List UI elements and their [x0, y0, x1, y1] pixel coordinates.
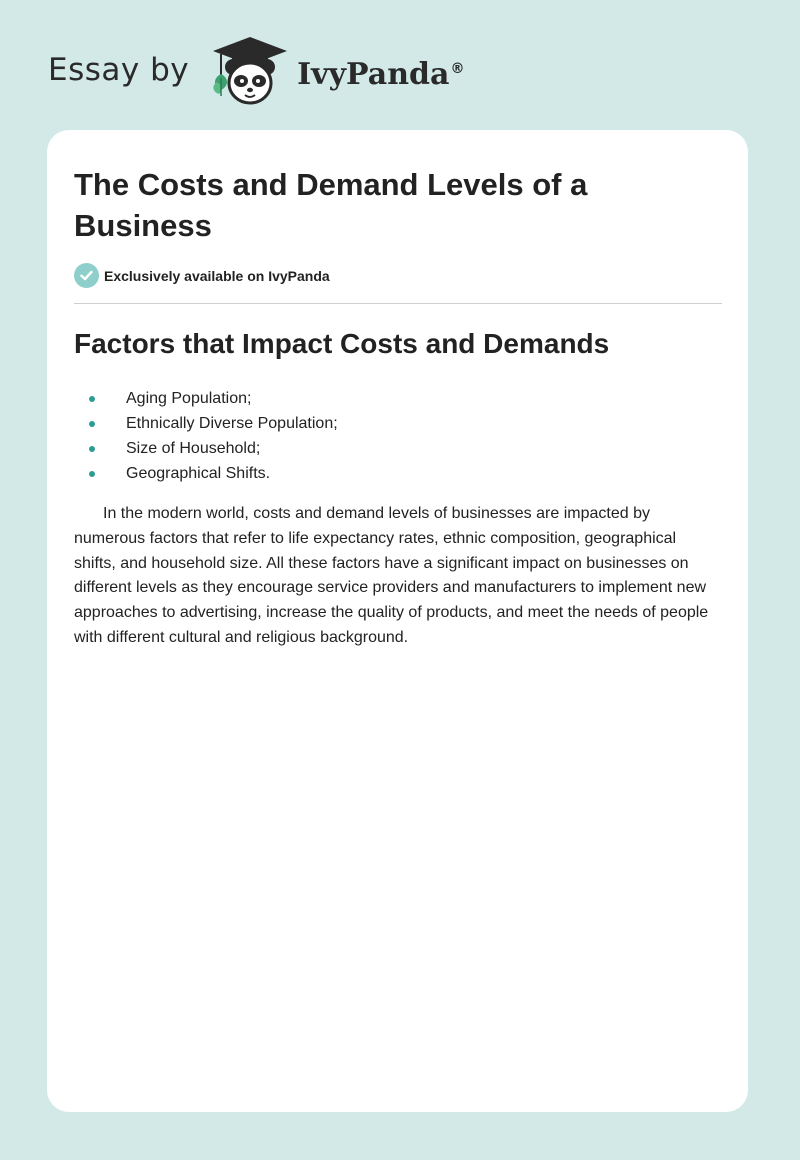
document-title: The Costs and Demand Levels of a Business	[74, 167, 588, 243]
brand-prefix: Essay by	[48, 52, 190, 88]
list-item-text: Ethnically Diverse Population;	[126, 415, 338, 432]
bullet-dot	[89, 396, 95, 402]
bullet-dot	[89, 421, 95, 427]
list-item	[74, 386, 338, 411]
exclusive-badge	[74, 263, 330, 288]
bullet-dot	[89, 446, 95, 452]
divider	[74, 303, 722, 304]
registered-mark: ®	[450, 60, 465, 77]
list-item	[74, 436, 338, 461]
list-item	[74, 411, 338, 436]
badge-text: Exclusively available on IvyPanda	[104, 267, 330, 284]
list-item-text: Size of Household;	[126, 440, 261, 457]
list-item	[74, 461, 338, 486]
list-item-text: Geographical Shifts.	[126, 465, 271, 482]
panda-graduation-cap-icon	[207, 34, 293, 110]
section-heading: Factors that Impact Costs and Demands	[74, 328, 610, 359]
brand-name: IvyPanda®	[297, 56, 465, 92]
bullet-dot	[89, 471, 95, 477]
factors-list	[74, 386, 338, 486]
list-item-text: Aging Population;	[126, 390, 252, 407]
body-paragraph: In the modern world, costs and demand levels of businesses are impacted by numerous factors that refer to life expectancy rates, ethnic composition, geographical shifts, and household size. All these factors have a significant impact on businesses on different levels as they encourage service providers and manufacturers to implement new approaches to advertising, increase the quality of products, and meet the needs of people with different cultural and religious background.	[74, 505, 709, 646]
check-circle-icon	[74, 263, 99, 288]
brand-header	[48, 34, 464, 110]
document-card	[47, 130, 748, 1112]
